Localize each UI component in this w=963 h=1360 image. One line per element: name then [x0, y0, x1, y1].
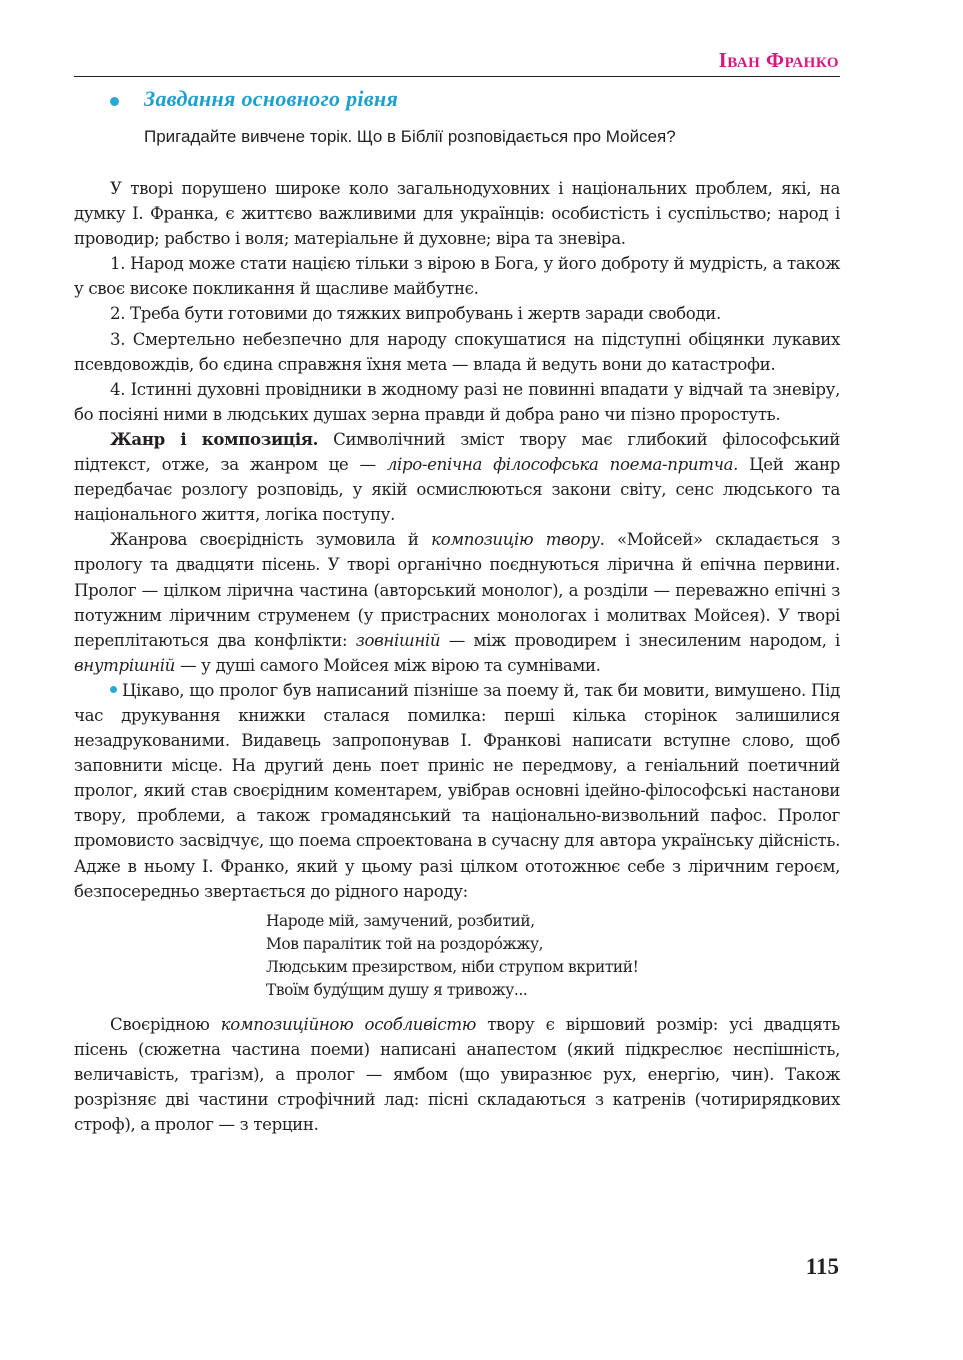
emphasis: композиційною особливістю — [220, 1014, 476, 1034]
task-question: Пригадайте вивчене торік. Що в Біблії розповідається про Мойсея? — [144, 127, 676, 146]
paragraph-meter: Своєрідною композиційною особливістю твору є віршовий розмір: усі двадцять пісень (сюжетна частина поеми) написані анапестом (який підкреслює неспішність, величавість, трагізм), а пролог — ямбом (що увиразнює рух, енергію, чин). Також розрізняє дві частини строфічний лад: пісні складаються з катренів (чотирирядкових строф), а пролог — з терцин. — [74, 1014, 840, 1135]
task-heading: Завдання основного рівня — [144, 86, 399, 111]
emphasis: зовнішній — [355, 630, 441, 650]
section-lead: Жанр і композиція. — [110, 428, 319, 449]
paragraph-genre: Жанр і композиція. Символічний зміст твору має глибокий філософський підтекст, отже, за жанром це — ліро-епічна філософська поема-притча. Цей жанр передбачає розлогу розповідь, у якій осмислюються закони світу, сенс людського та національного життя, логіка поступу. — [74, 428, 840, 525]
poem-line: Народе мій, замучений, розбитий, — [266, 911, 535, 930]
emphasis: внутрішній — [74, 655, 176, 675]
paragraph: 2. Треба бути готовими до тяжких випробувань і жертв заради свободи. — [110, 304, 721, 324]
bullet-icon — [110, 97, 119, 106]
paragraph: 1. Народ може стати нацією тільки з вірою в Бога, у його доброту й мудрість, а також у своє високе покликання й щасливе майбутнє. — [74, 254, 840, 299]
header-divider — [74, 76, 840, 77]
paragraph-interesting: Цікаво, що пролог був написаний пізніше за поему й, так би мовити, вимушено. Під час друкування книжки сталася помилка: перші кілька сторінок залишилися незадрукованими. Видавець запропонував І. Франкові написати вступне слово, щоб заповнити місце. На другий день поет приніс не передмову, а геніальний поетичний пролог, який став своєрідним коментарем, увібрав основні ідейно-філософські настанови твору, проблеми, а також громадянський та національно-визвольний пафос. Пролог промовисто засвідчує, що поема спроектована в сучасну для автора українську дійсність. Адже в ньому І. Франко, який у цьому разі цілком ототожнює себе з ліричним героєм, безпосередньо звертається до рідного народу: — [74, 680, 840, 901]
poem-line: Мов паралітик той на роздорóжжу, — [266, 934, 544, 953]
emphasis: композицію твору — [431, 530, 600, 550]
poem-line: Твоїм будýщим душу я тривожу... — [266, 980, 528, 999]
poem-quote — [266, 910, 840, 1002]
bullet-icon — [110, 686, 117, 693]
poem-line: Людським презирством, ніби струпом вкритий! — [266, 957, 639, 976]
main-text — [74, 176, 840, 1137]
page-number: 115 — [805, 1254, 839, 1279]
running-title: Іван Франко — [718, 48, 839, 72]
paragraph-composition: Жанрова своєрідність зумовила й композицію твору. «Мойсей» складається з прологу та двадцяти пісень. У творі органічно поєднуються лірична й епічна первини. Пролог — цілком лірична частина (авторський монолог), а розділи — переважно епічні з потужним ліричним струменем (у пристрасних монологах і молитвах Мойсея). У творі переплітаються два конфлікти: зовнішній — між проводирем і знесиленим народом, і внутрішній — у душі самого Мойсея між вірою та сумнівами. — [74, 530, 841, 675]
paragraph: 4. Істинні духовні провідники в жодному разі не повинні впадати у відчай та зневіру, бо посіяні ними в людських душах зерна правди й добра рано чи пізно проростуть. — [74, 379, 840, 424]
paragraph: 3. Смертельно небезпечно для народу спокушатися на підступні обіцянки лукавих псевдовождів, бо єдина справжня їхня мета — влада й ведуть вони до катастрофи. — [74, 329, 840, 374]
paragraph: У творі порушено широке коло загальнодуховних і національних проблем, які, на думку І. Франка, є життєво важливими для українців: особистість і суспільство; народ і проводир; рабство і воля; матеріальне й духовне; віра та зневіра. — [74, 179, 840, 249]
emphasis: ліро-епічна філософська поема-притча — [386, 455, 734, 475]
